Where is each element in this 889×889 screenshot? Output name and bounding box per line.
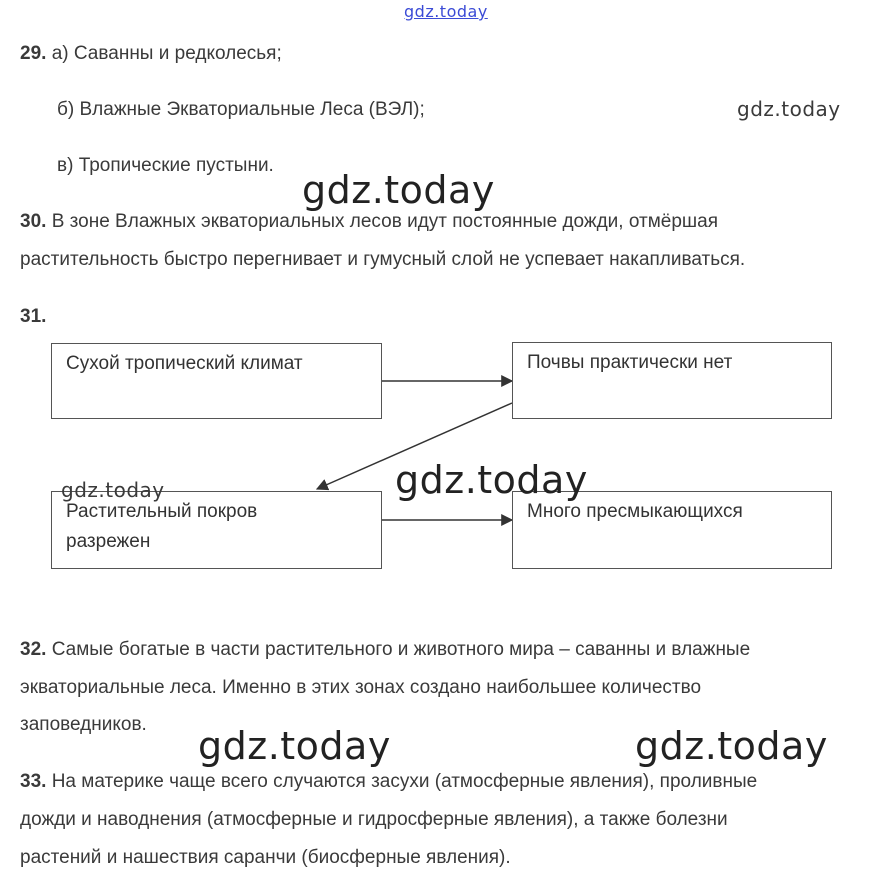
diagram-box-soil [512, 342, 832, 419]
watermark-diagram-center: gdz.today [395, 458, 588, 502]
diagram-box-climate [51, 343, 382, 419]
q32-line-1 [20, 638, 750, 662]
q32-text-1: Самые богатые в части растительного и животного мира – саванны и влажные [51, 639, 751, 660]
watermark-top-link[interactable]: gdz.today [404, 2, 488, 21]
watermark-bottom-left: gdz.today [198, 724, 391, 768]
q32-line-2: экваториальные леса. Именно в этих зонах создано наибольшее количество [20, 677, 702, 698]
q33-line-2: дожди и наводнения (атмосферные и гидросферные явления), а также болезни [20, 809, 728, 830]
box-vegetation-line-1: Растительный покров [66, 501, 258, 522]
box-vegetation-line-2: разрежен [66, 531, 151, 552]
box-reptiles-label: Много пресмыкающихся [527, 501, 743, 522]
watermark-center: gdz.today [302, 168, 495, 212]
box-climate-label: Сухой тропический климат [66, 353, 303, 374]
q31-number: 31. [20, 306, 47, 327]
q29-option-c: в) Тропические пустыни. [57, 155, 274, 176]
watermark-right: gdz.today [737, 97, 841, 121]
diagram-box-reptiles [512, 491, 832, 569]
q33-line-1 [20, 770, 757, 794]
q30-line-2: растительность быстро перегнивает и гумусный слой не успевает накапливаться. [20, 249, 746, 270]
q29-option-b: б) Влажные Экваториальные Леса (ВЭЛ); [57, 99, 425, 120]
q29-option-a: а) Саванны и редколесья; [51, 43, 282, 64]
watermark-diagram-left: gdz.today [61, 478, 165, 502]
q32-number: 32. [20, 639, 47, 660]
q33-number: 33. [20, 771, 47, 792]
watermark-bottom-right: gdz.today [635, 724, 828, 768]
q32-line-3: заповедников. [20, 714, 147, 735]
q30-text-1: В зоне Влажных экваториальных лесов идут постоянные дожди, отмёршая [51, 211, 719, 232]
q33-text-1: На материке чаще всего случаются засухи (атмосферные явления), проливные [51, 771, 758, 792]
box-soil-label: Почвы практически нет [527, 352, 733, 373]
q33-line-3: растений и нашествия саранчи (биосферные явления). [20, 847, 511, 868]
q30-number: 30. [20, 211, 47, 232]
q29-number: 29. [20, 43, 47, 64]
diagram-box-vegetation [51, 491, 382, 569]
